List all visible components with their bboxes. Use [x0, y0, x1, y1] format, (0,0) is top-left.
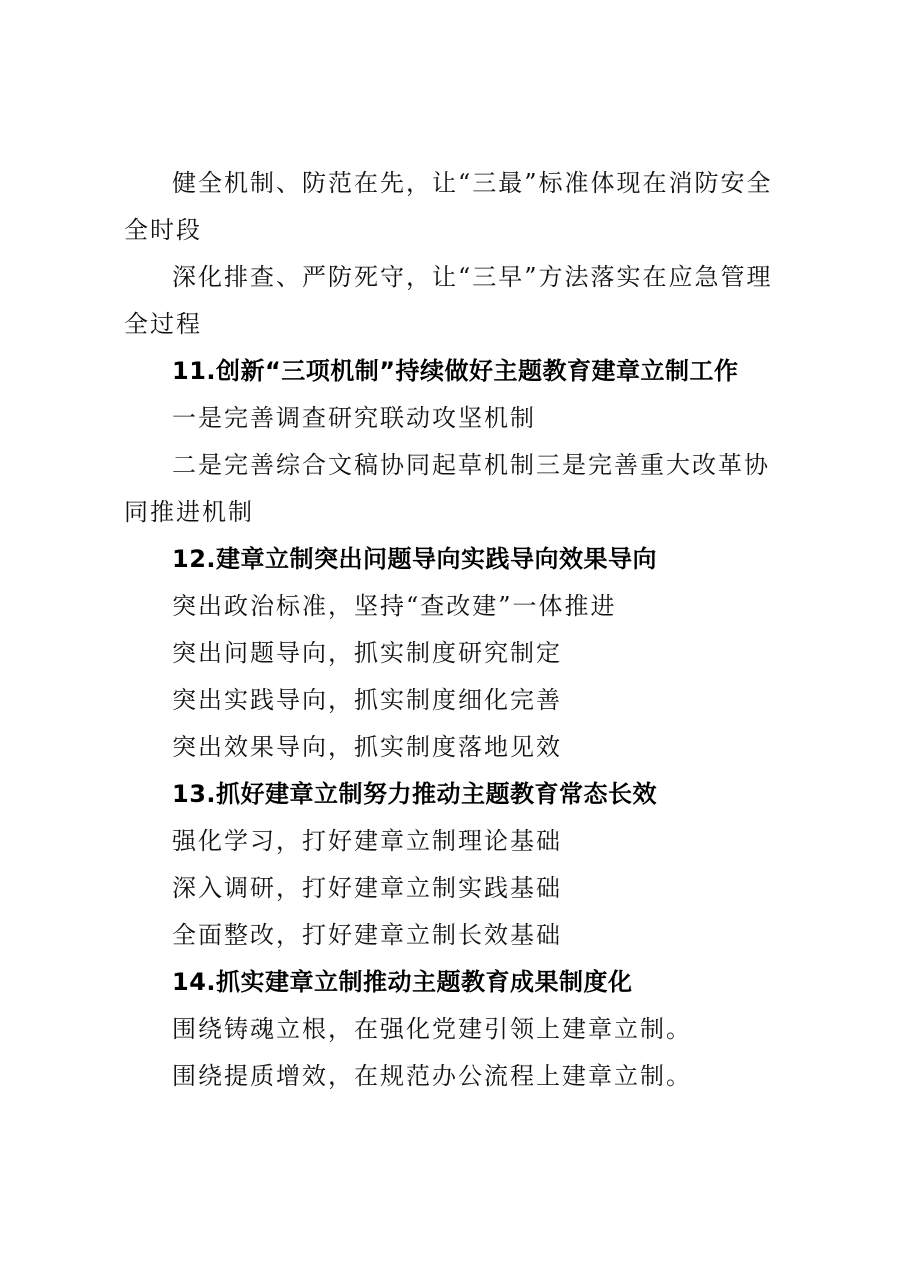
- body-paragraph: 健全机制、防范在先，让“三最”标准体现在消防安全全时段: [124, 169, 773, 244]
- body-paragraph: 深入调研，打好建章立制实践基础: [172, 874, 562, 902]
- document-body: [124, 160, 784, 1100]
- body-paragraph: 一是完善调查研究联动攻坚机制: [172, 404, 536, 432]
- section-heading: 11.创新“三项机制”持续做好主题教育建章立制工作: [172, 357, 739, 385]
- section-heading: 12.建章立制突出问题导向实践导向效果导向: [172, 545, 658, 573]
- section-heading: 13.抓好建章立制努力推动主题教育常态长效: [172, 780, 658, 808]
- body-paragraph: 二是完善综合文稿协同起草机制三是完善重大改革协同推进机制: [124, 451, 770, 526]
- body-paragraph: 深化排查、严防死守，让“三早”方法落实在应急管理全过程: [124, 263, 773, 338]
- section-heading: 14.抓实建章立制推动主题教育成果制度化: [172, 968, 633, 996]
- body-paragraph: 围绕提质增效，在规范办公流程上建章立制。: [172, 1062, 692, 1090]
- body-paragraph: 围绕铸魂立根，在强化党建引领上建章立制。: [172, 1015, 692, 1043]
- body-paragraph: 突出政治标准，坚持“查改建”一体推进: [172, 592, 617, 620]
- body-paragraph: 突出问题导向，抓实制度研究制定: [172, 639, 562, 667]
- body-paragraph: 强化学习，打好建章立制理论基础: [172, 827, 562, 855]
- body-paragraph: 全面整改，打好建章立制长效基础: [172, 921, 562, 949]
- body-paragraph: 突出实践导向，抓实制度细化完善: [172, 686, 562, 714]
- body-paragraph: 突出效果导向，抓实制度落地见效: [172, 733, 562, 761]
